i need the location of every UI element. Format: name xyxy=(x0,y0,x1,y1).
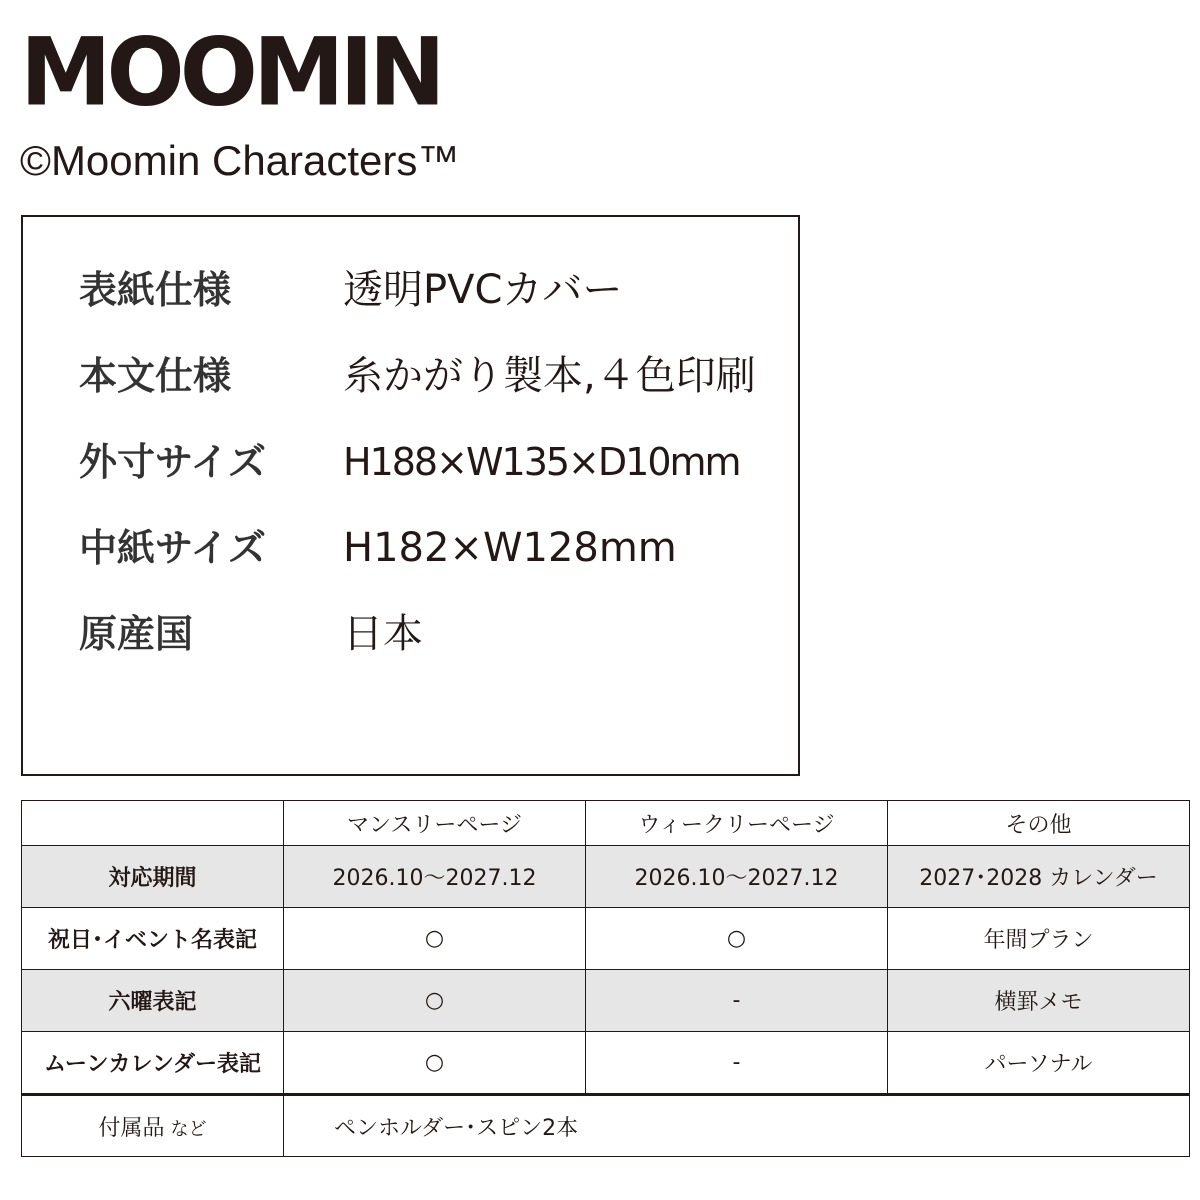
weekly-cell: ○ xyxy=(586,908,888,970)
row-label: ムーンカレンダー表記 xyxy=(22,1032,284,1095)
spec-label: 本文仕様 xyxy=(79,354,232,398)
spec-value: H182×W128mm xyxy=(343,525,677,571)
monthly-cell: ○ xyxy=(284,908,586,970)
other-cell: パーソナル xyxy=(888,1032,1190,1095)
table-row xyxy=(22,970,1190,1032)
spec-value: H188×W135×D10mm xyxy=(343,440,740,484)
moomin-logo: MOOMIN xyxy=(20,17,441,127)
table-row xyxy=(22,846,1190,908)
header-other: その他 xyxy=(888,801,1190,846)
header-monthly: マンスリーページ xyxy=(284,801,586,846)
other-cell: 年間プラン xyxy=(888,908,1190,970)
spec-row-outer-size xyxy=(23,427,798,497)
table-header-row xyxy=(22,801,1190,846)
spec-value: 透明PVCカバー xyxy=(343,267,623,313)
spec-value: 糸かがり製本,４色印刷 xyxy=(343,353,756,399)
spec-row-origin xyxy=(23,599,798,669)
spec-label: 外寸サイズ xyxy=(79,440,266,484)
spec-row-cover xyxy=(23,255,798,325)
monthly-cell: ○ xyxy=(284,1032,586,1095)
header-weekly: ウィークリーページ xyxy=(586,801,888,846)
spec-label: 中紙サイズ xyxy=(79,526,266,570)
accessory-row xyxy=(22,1095,1190,1157)
weekly-cell: 2026.10〜2027.12 xyxy=(586,846,888,908)
accessory-value: ペンホルダー･スピン2本 xyxy=(284,1095,1190,1157)
table-row xyxy=(22,1032,1190,1095)
row-label: 六曜表記 xyxy=(22,970,284,1032)
row-label: 祝日･イベント名表記 xyxy=(22,908,284,970)
accessory-label-cell xyxy=(22,1095,284,1157)
accessory-label-suffix: など xyxy=(170,1118,207,1140)
monthly-cell: 2026.10〜2027.12 xyxy=(284,846,586,908)
table-row xyxy=(22,908,1190,970)
monthly-cell: ○ xyxy=(284,970,586,1032)
spec-row-inner-size xyxy=(23,513,798,583)
spec-label: 原産国 xyxy=(79,612,194,656)
spec-row-body xyxy=(23,341,798,411)
weekly-cell: - xyxy=(586,970,888,1032)
accessory-label: 付属品 xyxy=(98,1115,165,1141)
comparison-table xyxy=(21,800,1190,1157)
other-cell: 横罫メモ xyxy=(888,970,1190,1032)
spec-label: 表紙仕様 xyxy=(79,268,232,312)
spec-value: 日本 xyxy=(343,611,423,657)
other-cell: 2027･2028 カレンダー xyxy=(888,846,1190,908)
copyright-notice: ©Moomin Characters™ xyxy=(20,137,460,184)
weekly-cell: - xyxy=(586,1032,888,1095)
spec-box xyxy=(21,215,800,776)
row-label: 対応期間 xyxy=(22,846,284,908)
header-empty-cell xyxy=(22,801,284,846)
